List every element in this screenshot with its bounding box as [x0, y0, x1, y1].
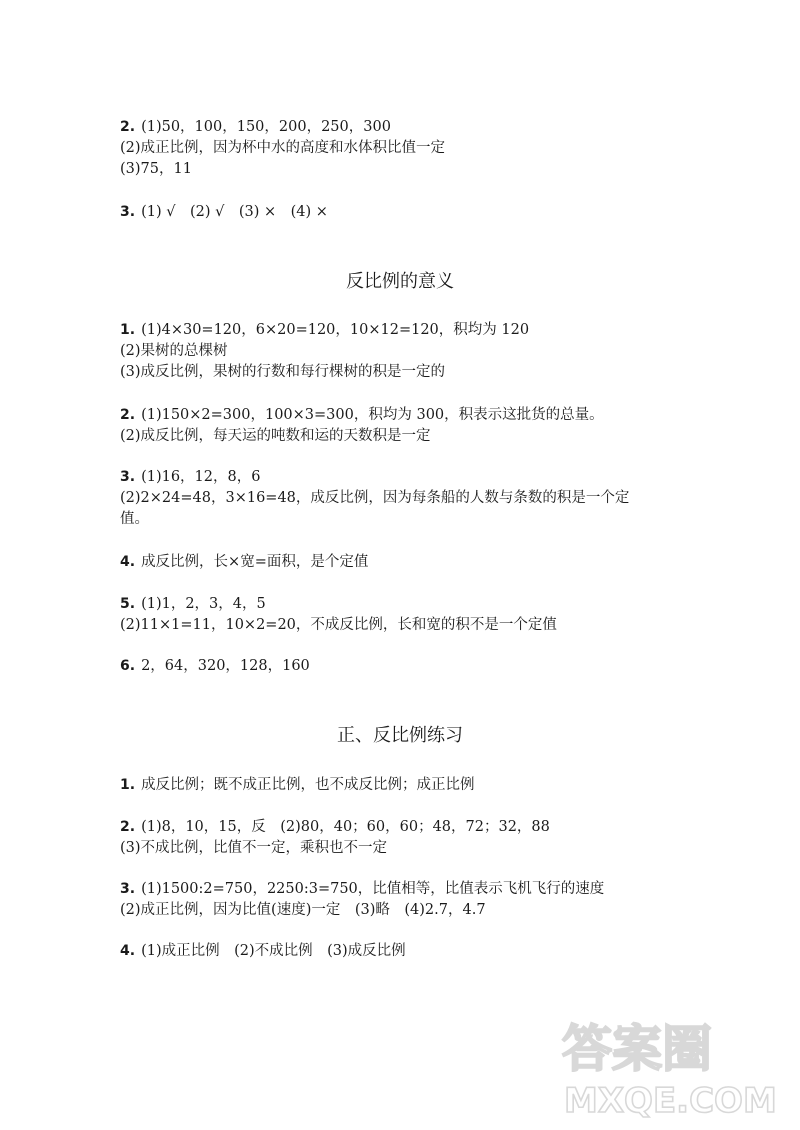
problem-2-section1 [120, 405, 700, 447]
problem-number: 4. [120, 943, 136, 959]
problem-line: 2，64，320，128，160 [141, 658, 310, 674]
problem-number: 1. [120, 322, 136, 338]
problem-1-section1 [120, 320, 700, 383]
problem-3-section2 [120, 879, 700, 921]
problem-number: 1. [120, 777, 136, 793]
problem-number: 3. [120, 881, 136, 897]
watermark-logo-icon [552, 1004, 782, 1124]
problem-number: 2. [120, 119, 136, 135]
problem-2-section2 [120, 817, 700, 859]
problem-line: (1) √ (2) √ (3) × (4) × [141, 204, 328, 220]
problem-line: (1)4×30=120，6×20=120，10×12=120，积均为 120 [141, 322, 530, 338]
problem-3-section0 [120, 202, 700, 223]
problem-line: (1)16，12，8，6 [141, 469, 261, 485]
problem-3-section1 [120, 467, 700, 530]
problem-number: 3. [120, 469, 136, 485]
problem-number: 2. [120, 407, 136, 423]
section-heading-proportion-practice: 正、反比例练习 [337, 725, 463, 746]
problem-4-section1 [120, 552, 700, 573]
problem-line: (3)不成比例，比值不一定，乘积也不一定 [120, 840, 388, 856]
problem-number: 3. [120, 204, 136, 220]
problem-number: 5. [120, 596, 136, 612]
problem-number: 4. [120, 554, 136, 570]
watermark-top-text: 答案圈 [562, 1020, 712, 1078]
problem-line: (1)成正比例 (2)不成比例 (3)成反比例 [141, 943, 406, 959]
section-heading-inverse-proportion: 反比例的意义 [346, 271, 454, 292]
problem-line: (2)2×24=48，3×16=48，成反比例，因为每条船的人数与条数的积是一个定 [120, 490, 630, 506]
problem-number: 6. [120, 658, 136, 674]
problem-line: (1)1，2，3，4，5 [141, 596, 266, 612]
problem-line: (1)50，100，150，200，250，300 [141, 119, 391, 135]
problem-line: (3)75，11 [120, 161, 192, 177]
problem-line: 成反比例，长×宽=面积，是个定值 [141, 554, 369, 570]
problem-2-section0 [120, 117, 700, 180]
problem-line: (2)果树的总棵树 [120, 343, 228, 359]
problem-line: (2)成正比例，因为杯中水的高度和水体积比值一定 [120, 140, 446, 156]
problem-5-section1 [120, 594, 700, 636]
problem-1-section2 [120, 775, 700, 796]
problem-line: (1)150×2=300，100×3=300，积均为 300，积表示这批货的总量。 [141, 407, 604, 423]
problem-line: (2)成正比例，因为比值(速度)一定 (3)略 (4)2.7，4.7 [120, 902, 486, 918]
problem-line: (2)11×1=11，10×2=20，不成反比例，长和宽的积不是一个定值 [120, 617, 557, 633]
problem-4-section2 [120, 941, 700, 962]
problem-line: (3)成反比例，果树的行数和每行棵树的积是一定的 [120, 364, 446, 380]
problem-line: 成反比例；既不成正比例，也不成反比例；成正比例 [141, 777, 475, 793]
problem-6-section1 [120, 656, 700, 677]
problem-line: (1)1500:2=750，2250:3=750，比值相等，比值表示飞机飞行的速度 [141, 881, 605, 897]
watermark-bottom-text: MXQE.COM [564, 1081, 777, 1121]
problem-line: (2)成反比例，每天运的吨数和运的天数积是一定 [120, 428, 431, 444]
problem-number: 2. [120, 819, 136, 835]
problem-line: 值。 [120, 511, 149, 527]
problem-line: (1)8，10，15，反 (2)80，40；60，60；48，72；32，88 [141, 819, 550, 835]
